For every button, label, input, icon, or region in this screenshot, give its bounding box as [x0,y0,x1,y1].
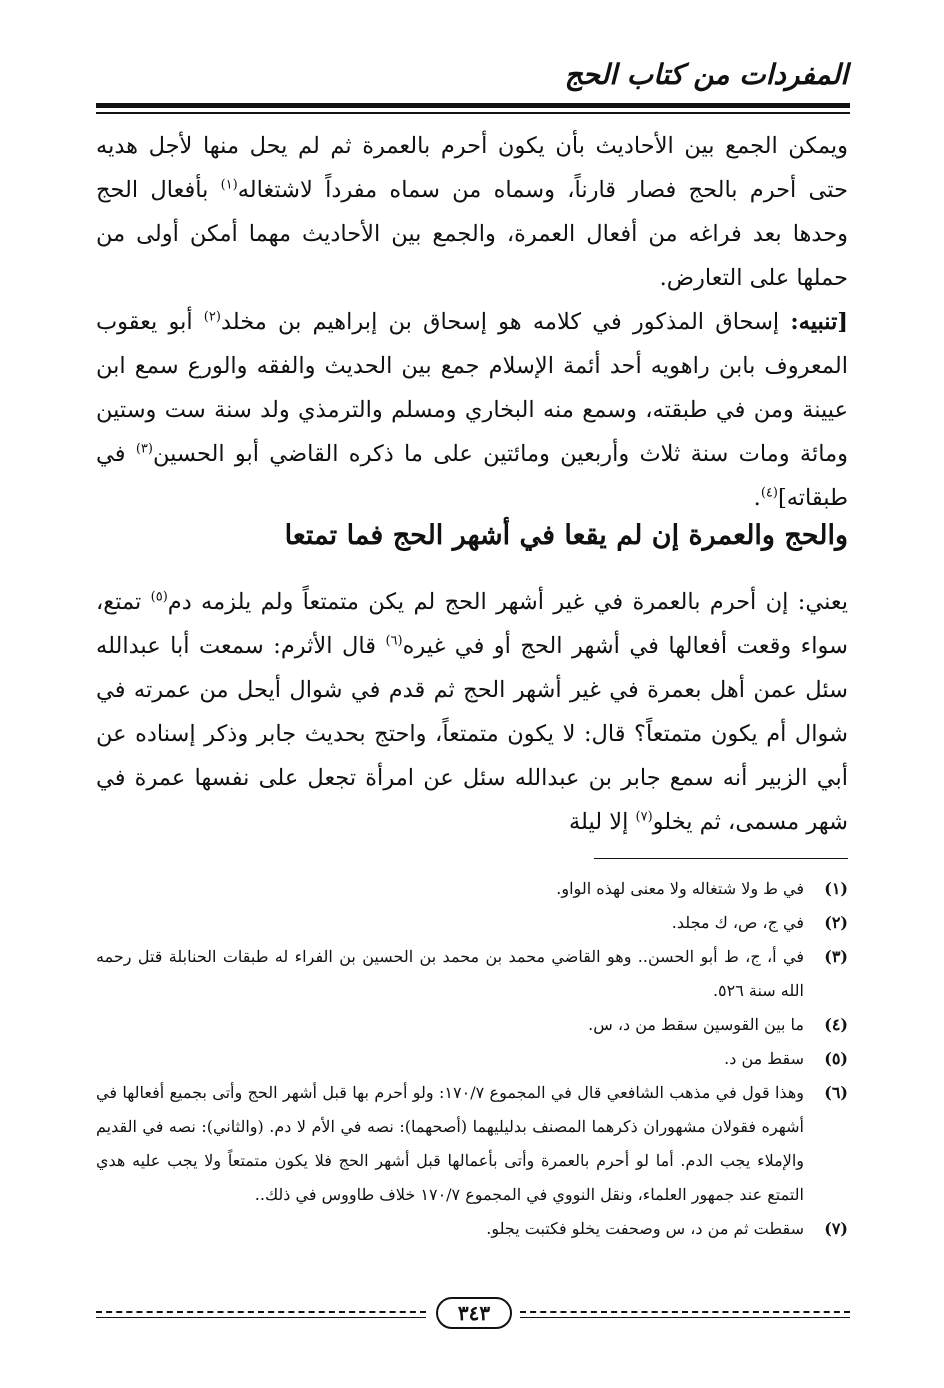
footnote-item [96,872,848,906]
footnote-item [96,906,848,940]
paragraph-2-part-c: في طبقاته] [96,441,848,511]
footer-dashed-rule-left [96,1311,426,1313]
footnote-number: (٦) [824,1083,848,1102]
page-footer [96,1297,850,1327]
paragraph-2-part-a: إسحاق المذكور في كلامه هو إسحاق بن إبراهيم بن مخلد [220,309,791,335]
paragraph-1 [96,124,848,300]
footer-dashed-rule-right [520,1311,850,1313]
footnote-ref-2: (٢) [203,309,221,325]
footnote-text: في أ، ج، ط أبو الحسن.. وهو القاضي محمد بن محمد بن الحسين بن الفراء له طبقات الحنابلة قتل رحمه الله سنة ٥٢٦. [96,947,804,1000]
footnote-item [96,1212,848,1246]
header-rule-thick [96,103,850,108]
footnote-item [96,1008,848,1042]
footnote-ref-5: (٥) [150,589,168,605]
footnotes-list [96,872,848,1246]
note-label: [تنبيه: [790,309,849,335]
main-text-block-2 [96,580,848,844]
footnote-number: (١) [824,879,848,898]
page-number: ٣٤٣ [436,1297,512,1329]
paragraph-1-rest: بأفعال الحج وحدها بعد فراغه من أفعال العمرة، والجمع بين الأحاديث مهما أمكن أولى من حملها على التعارض. [96,177,848,291]
footnote-text: سقط من د. [724,1049,804,1068]
paragraph-2-end: . [753,485,761,511]
footnote-item [96,940,848,1008]
paragraph-3-part-d: إلا ليلة [568,809,636,835]
paragraph-1-text: ويمكن الجمع بين الأحاديث بأن يكون أحرم بالعمرة ثم لم يحل منها لأجل هديه حتى أحرم بالحج فصار قارناً، وسماه من سماه مفرداً لاشتغاله [96,133,849,203]
footnote-ref-1: (١) [220,177,238,193]
footnote-ref-7: (٧) [635,809,653,825]
running-header-title: المفردات من كتاب الحج [564,58,848,91]
paragraph-2 [96,300,848,520]
paragraph-2-part-b: أبو يعقوب المعروف بابن راهويه أحد أئمة الإسلام جمع بين الحديث والفقه والورع سمع ابن عيينة ومن في طبقته، وسمع منه البخاري ومسلم والترمذي ولد سنة ست وستين ومائة ومات سنة ثلاث وأربعين ومائتين على ما ذكره القاضي أبو الحسين [96,309,848,467]
header-rule-thin [96,112,850,114]
footnote-text: ما بين القوسين سقط من د، س. [588,1015,804,1034]
footnote-text: في ط ولا شتغاله ولا معنى لهذه الواو. [556,879,804,898]
footnote-number: (٧) [824,1219,848,1238]
paragraph-3-part-a: يعني: إن أحرم بالعمرة في غير أشهر الحج لم يكن متمتعاً ولم يلزمه دم [167,589,848,615]
footnote-number: (٢) [824,913,848,932]
paragraph-3-part-b: تمتع، سواء وقعت أفعالها في أشهر الحج أو في غيره [96,589,848,659]
main-text-block [96,124,848,520]
paragraph-3 [96,580,848,844]
footnote-text: سقطت ثم من د، س وصحفت يخلو فكتبت يجلو. [486,1219,804,1238]
footnote-number: (٥) [824,1049,848,1068]
footnote-text: في ج، ص، ك مجلد. [671,913,804,932]
footnote-ref-6: (٦) [385,633,403,649]
section-heading-verse: والحج والعمرة إن لم يقعا في أشهر الحج فما تمتعا [284,520,848,551]
paragraph-3-part-c: قال الأثرم: سمعت أبا عبدالله سئل عمن أهل بعمرة في غير أشهر الحج ثم قدم في شوال أيحل من عمرته في شوال أم يكون متمتعاً؟ قال: لا يكون متمتعاً، واحتج بحديث جابر وذكر إسناده عن أبي الزبير أنه سمع جابر بن عبدالله سئل عن امرأة تجعل على نفسها عمرة في شهر مسمى، ثم يخلو [96,633,848,835]
footnote-number: (٤) [824,1015,848,1034]
footnote-ref-4: (٤) [760,485,778,501]
footer-line-right [520,1317,850,1318]
footer-line-left [96,1317,426,1318]
footnote-item [96,1076,848,1212]
footnote-item [96,1042,848,1076]
footnote-text: وهذا قول في مذهب الشافعي قال في المجموع ١٧٠/٧: ولو أحرم بها قبل أشهر الحج وأتى بجميع أفعالها في أشهره فقولان مشهوران ذكرهما المصنف بدليليهما (أصحهما): نصه في الأم لا دم. (والثاني): نصه في القديم والإملاء يجب الدم. أما لو أحرم بالعمرة وأتى بأعمالها قبل أشهر الحج فلا يكون متمتعاً ولا يجب عليه هدي التمتع عند جمهور العلماء، ونقل النووي في المجموع ١٧٠/٧ خلاف طاووس في ذلك.. [96,1083,805,1204]
footnote-separator [594,858,848,859]
footnote-ref-3: (٣) [135,441,153,457]
footnote-number: (٣) [824,947,848,966]
